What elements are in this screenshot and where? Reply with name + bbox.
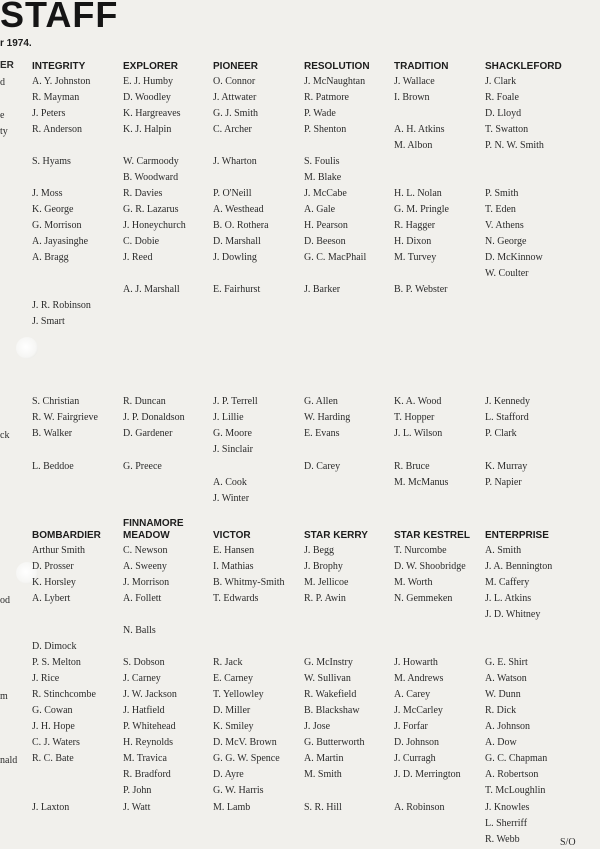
staff-name: J. A. Bennington	[485, 561, 553, 572]
staff-name: D. Gardener	[123, 428, 173, 439]
page-footer-mark: S/O	[560, 837, 576, 848]
staff-name: J. Hatfield	[123, 705, 165, 716]
staff-name: J. Kennedy	[485, 396, 530, 407]
staff-name: M. Smith	[304, 769, 342, 780]
staff-name: A. Y. Johnston	[32, 76, 91, 87]
staff-name: J. Brophy	[304, 561, 343, 572]
staff-name: J. Wallace	[394, 76, 435, 87]
staff-name: R. Patmore	[304, 92, 349, 103]
staff-name: M. Andrews	[394, 673, 444, 684]
staff-name: D. Woodley	[123, 92, 171, 103]
staff-name: J. Smart	[32, 316, 65, 327]
staff-name: J. D. Whitney	[485, 609, 541, 620]
staff-name: R. P. Awin	[304, 593, 346, 604]
staff-name: H. L. Nolan	[394, 188, 442, 199]
staff-name: G. Morrison	[32, 220, 82, 231]
staff-name: J. Sinclair	[213, 444, 253, 455]
staff-name: J. H. Hope	[32, 721, 75, 732]
staff-name: K. J. Halpin	[123, 124, 172, 135]
staff-name: T. Hopper	[394, 412, 435, 423]
staff-name: J. D. Merrington	[394, 769, 461, 780]
staff-name: R. Webb	[485, 834, 520, 845]
staff-name: G. J. Smith	[213, 108, 259, 119]
staff-name: L. Stafford	[485, 412, 529, 423]
staff-name: J. Peters	[32, 108, 66, 119]
staff-name: J. Morrison	[123, 577, 170, 588]
staff-name: M. Blake	[304, 172, 342, 183]
staff-name: R. Jack	[213, 657, 243, 668]
staff-name: J. Knowles	[485, 802, 530, 813]
staff-name: E. Fairhurst	[213, 284, 261, 295]
staff-name: A. Robertson	[485, 769, 539, 780]
staff-name: W. Carmoody	[123, 156, 179, 167]
staff-name: B. P. Webster	[394, 284, 448, 295]
staff-name: D. Miller	[213, 705, 251, 716]
staff-name: R. Mayman	[32, 92, 80, 103]
column-header: BOMBARDIER	[32, 530, 101, 541]
staff-name: E. Carney	[213, 673, 253, 684]
staff-name: J. W. Jackson	[123, 689, 177, 700]
staff-name: I. Brown	[394, 92, 430, 103]
staff-name: T. McLoughlin	[485, 785, 546, 796]
staff-name: R. Wakefield	[304, 689, 357, 700]
staff-name: G. C. Chapman	[485, 753, 548, 764]
staff-name: J. Winter	[213, 493, 250, 504]
staff-name: A. Smith	[485, 545, 522, 556]
staff-name: D. McKinnow	[485, 252, 543, 263]
staff-name: B. Woodward	[123, 172, 179, 183]
staff-name: K. Smiley	[213, 721, 254, 732]
staff-name: G. Butterworth	[304, 737, 365, 748]
staff-name: H. Reynolds	[123, 737, 173, 748]
staff-name: M. Caffery	[485, 577, 530, 588]
staff-name: J. Laxton	[32, 802, 70, 813]
staff-name: E. Hansen	[213, 545, 255, 556]
staff-name: J. L. Atkins	[485, 593, 532, 604]
column-header: TRADITION	[394, 61, 449, 72]
staff-name: N. George	[485, 236, 527, 247]
column-header: VICTOR	[213, 530, 251, 541]
staff-name: R. Stinchcombe	[32, 689, 96, 700]
staff-name: S. Dobson	[123, 657, 165, 668]
staff-name: D. Prosser	[32, 561, 74, 572]
staff-name: D. Dimock	[32, 641, 77, 652]
staff-name: A. Jayasinghe	[32, 236, 89, 247]
staff-name: A. Watson	[485, 673, 527, 684]
staff-name: G. C. MacPhail	[304, 252, 367, 263]
left-fragment: e	[0, 110, 5, 121]
staff-name: A. Westhead	[213, 204, 264, 215]
staff-name: M. Albon	[394, 140, 433, 151]
staff-name: G. Allen	[304, 396, 338, 407]
staff-name: D. Johnson	[394, 737, 440, 748]
staff-name: G. Cowan	[32, 705, 73, 716]
column-header: EXPLORER	[123, 61, 179, 72]
staff-name: L. Beddoe	[32, 461, 74, 472]
punch-hole	[16, 337, 38, 359]
staff-name: D. Marshall	[213, 236, 261, 247]
staff-name: P. S. Melton	[32, 657, 81, 668]
staff-name: A. Gale	[304, 204, 336, 215]
staff-name: J. Carney	[123, 673, 161, 684]
staff-name: J. Rice	[32, 673, 60, 684]
staff-name: E. Evans	[304, 428, 340, 439]
staff-name: J. Dowling	[213, 252, 257, 263]
staff-name: M. Turvey	[394, 252, 437, 263]
staff-name: J. P. Terrell	[213, 396, 258, 407]
staff-name: T. Yellowley	[213, 689, 264, 700]
staff-name: J. Barker	[304, 284, 341, 295]
staff-name: J. R. Robinson	[32, 300, 91, 311]
staff-name: K. George	[32, 204, 74, 215]
staff-name: G. Moore	[213, 428, 252, 439]
staff-name: J. McNaughtan	[304, 76, 366, 87]
left-fragment: d	[0, 77, 5, 88]
staff-name: P. John	[123, 785, 152, 796]
staff-name: G. M. Pringle	[394, 204, 449, 215]
staff-name: V. Athens	[485, 220, 524, 231]
staff-name: A. Sweeny	[123, 561, 167, 572]
staff-name: K. Hargreaves	[123, 108, 181, 119]
column-header: RESOLUTION	[304, 61, 370, 72]
staff-name: E. J. Humby	[123, 76, 173, 87]
staff-name: T. Swatton	[485, 124, 529, 135]
staff-name: J. Lillie	[213, 412, 244, 423]
staff-name: P. Whitehead	[123, 721, 176, 732]
staff-name: H. Pearson	[304, 220, 348, 231]
staff-name: R. C. Bate	[32, 753, 74, 764]
staff-name: K. A. Wood	[394, 396, 442, 407]
staff-name: C. Archer	[213, 124, 252, 135]
staff-name: M. McManus	[394, 477, 449, 488]
staff-name: P. Wade	[304, 108, 336, 119]
staff-name: J. Curragh	[394, 753, 436, 764]
staff-name: W. Coulter	[485, 268, 529, 279]
staff-name: R. Foale	[485, 92, 519, 103]
staff-name: Arthur Smith	[32, 545, 86, 556]
staff-name: T. Edwards	[213, 593, 259, 604]
staff-name: J. Reed	[123, 252, 153, 263]
staff-name: A. J. Marshall	[123, 284, 180, 295]
staff-name: W. Sullivan	[304, 673, 351, 684]
staff-name: J. Begg	[304, 545, 334, 556]
staff-name: J. L. Wilson	[394, 428, 443, 439]
staff-name: G. McInstry	[304, 657, 353, 668]
staff-name: M. Jellicoe	[304, 577, 349, 588]
staff-name: R. Davies	[123, 188, 163, 199]
column-header: STAR KERRY	[304, 530, 368, 541]
staff-name: P. O'Neill	[213, 188, 252, 199]
staff-name: T. Eden	[485, 204, 516, 215]
staff-name: A. Martin	[304, 753, 344, 764]
staff-name: J. Watt	[123, 802, 151, 813]
staff-name: B. O. Rothera	[213, 220, 269, 231]
staff-name: J. Clark	[485, 76, 517, 87]
staff-name: R. W. Fairgrieve	[32, 412, 98, 423]
staff-name: A. Cook	[213, 477, 247, 488]
staff-name: K. Murray	[485, 461, 528, 472]
left-fragment: od	[0, 595, 10, 606]
staff-name: S. Foulis	[304, 156, 340, 167]
staff-name: G. Preece	[123, 461, 162, 472]
column-header: STAR KESTREL	[394, 530, 470, 541]
staff-name: M. Worth	[394, 577, 433, 588]
page-subtitle: r 1974.	[0, 38, 32, 49]
staff-name: D. Carey	[304, 461, 341, 472]
staff-name: J. Honeychurch	[123, 220, 186, 231]
staff-name: J. Forfar	[394, 721, 428, 732]
staff-name: S. Christian	[32, 396, 80, 407]
staff-name: T. Nurcombe	[394, 545, 447, 556]
staff-name: A. Lybert	[32, 593, 71, 604]
staff-name: P. Smith	[485, 188, 519, 199]
staff-name: B. Walker	[32, 428, 73, 439]
staff-name: R. Hagger	[394, 220, 436, 231]
left-fragment: ty	[0, 126, 8, 137]
staff-name: D. McV. Brown	[213, 737, 277, 748]
staff-name: J. Howarth	[394, 657, 438, 668]
staff-name: A. Johnson	[485, 721, 531, 732]
staff-name: D. Lloyd	[485, 108, 522, 119]
staff-name: O. Connor	[213, 76, 256, 87]
staff-name: M. Travica	[123, 753, 167, 764]
left-fragment: ck	[0, 430, 10, 441]
staff-name: J. Attwater	[213, 92, 257, 103]
staff-name: G. G. W. Spence	[213, 753, 280, 764]
staff-name: J. McCabe	[304, 188, 347, 199]
left-fragment: ER	[0, 60, 14, 71]
staff-name: A. Carey	[394, 689, 431, 700]
staff-name: D. Beeson	[304, 236, 346, 247]
staff-name: A. Follett	[123, 593, 162, 604]
staff-name: W. Harding	[304, 412, 351, 423]
staff-name: B. Blackshaw	[304, 705, 360, 716]
column-header: ENTERPRISE	[485, 530, 549, 541]
staff-name: R. Bruce	[394, 461, 430, 472]
staff-name: B. Whitmy-Smith	[213, 577, 285, 588]
page-title: STAFF	[0, 0, 119, 35]
column-header: INTEGRITY	[32, 61, 86, 72]
staff-name: P. Napier	[485, 477, 522, 488]
staff-name: A. Robinson	[394, 802, 445, 813]
staff-name: R. Dick	[485, 705, 517, 716]
staff-name: A. Dow	[485, 737, 517, 748]
staff-name: L. Sherriff	[485, 818, 528, 829]
staff-name: P. N. W. Smith	[485, 140, 544, 151]
staff-name: G. E. Shirt	[485, 657, 528, 668]
staff-name: S. R. Hill	[304, 802, 342, 813]
staff-name: M. Lamb	[213, 802, 251, 813]
staff-name: C. Dobie	[123, 236, 160, 247]
staff-name: K. Horsley	[32, 577, 76, 588]
staff-name: J. P. Donaldson	[123, 412, 185, 423]
staff-name: S. Hyams	[32, 156, 71, 167]
staff-name: A. Bragg	[32, 252, 69, 263]
staff-name: I. Mathias	[213, 561, 254, 572]
staff-name: C. J. Waters	[32, 737, 80, 748]
staff-name: R. Bradford	[123, 769, 171, 780]
staff-name: J. Moss	[32, 188, 63, 199]
left-fragment: nald	[0, 755, 18, 766]
staff-name: J. Jose	[304, 721, 331, 732]
column-header: FINNAMORE MEADOW	[123, 518, 184, 541]
staff-name: C. Newson	[123, 545, 168, 556]
staff-name: R. Anderson	[32, 124, 82, 135]
staff-name: D. Ayre	[213, 769, 244, 780]
staff-name: N. Gemmeken	[394, 593, 453, 604]
staff-name: N. Balls	[123, 625, 156, 636]
staff-name: W. Dunn	[485, 689, 521, 700]
staff-name: J. McCarley	[394, 705, 443, 716]
column-header: PIONEER	[213, 61, 259, 72]
left-fragment: m	[0, 691, 8, 702]
staff-name: R. Duncan	[123, 396, 166, 407]
staff-name: D. W. Shoobridge	[394, 561, 466, 572]
staff-name: J. Wharton	[213, 156, 257, 167]
staff-name: H. Dixon	[394, 236, 432, 247]
staff-name: G. W. Harris	[213, 785, 264, 796]
staff-name: A. H. Atkins	[394, 124, 445, 135]
staff-name: P. Clark	[485, 428, 517, 439]
column-header: SHACKLEFORD	[485, 61, 562, 72]
staff-name: G. R. Lazarus	[123, 204, 179, 215]
staff-name: P. Shenton	[304, 124, 347, 135]
